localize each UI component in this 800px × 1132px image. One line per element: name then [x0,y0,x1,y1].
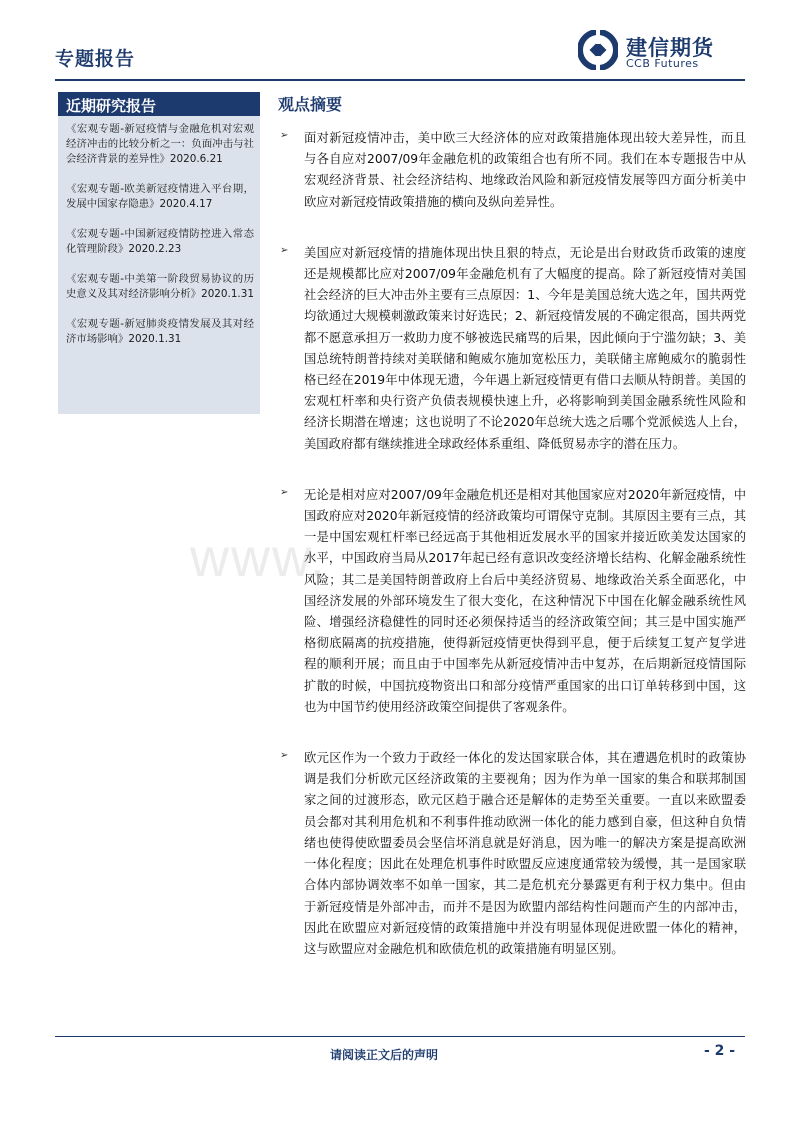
report-list [66,122,254,362]
section-title: 观点摘要 [278,95,343,114]
recent-reports-sidebar [58,92,260,414]
bullet-text: 美国应对新冠疫情的措施体现出快且狠的特点，无论是出台财政货币政策的速度还是规模都比应对2007/09年金融危机有了大幅度的提高。除了新冠疫情对美国社会经济的巨大冲击外主要有三点原因：1、今年是美国总统大选之年，国共两党均欲通过大规模刺激政策来讨好选民；2、新冠疫情发展的不确定很高，国共两党都不愿意承担万一救助力度不够被选民痛骂的后果，因此倾向于宁滥勿缺；3、美国总统特朗普持续对美联储和鲍威尔施加宽松压力，美联储主席鲍威尔的脆弱性格已经在2019年中体现无遗，今年遇上新冠疫情更有借口去顺从特朗普。美国的宏观杠杆率和央行资产负债表规模快速上升，必将影响到美国金融系统性风险和经济长期潜在增速；这也说明了不论2020年总统大选之后哪个党派候选人上台，美国政府都有继续推进全球政经体系重组、降低贸易赤字的潜在压力。 [304,245,746,451]
bullet-text: 无论是相对应对2007/09年金融危机还是相对其他国家应对2020年新冠疫情，中国政府应对2020年新冠疫情的经济政策均可谓保守克制。其原因主要有三点，其一是中国宏观杠杆率已经远高于其他相近发展水平的国家并接近欧美发达国家的水平，中国政府当局从2017年起已经有意识改变经济增长结构、化解金融系统性风险；其二是美国特朗普政府上台后中美经济贸易、地缘政治关系全面恶化，中国经济发展的外部环境发生了很大变化，在这种情况下中国在化解金融系统性风险、增强经济稳健性的同时还必须保持适当的经济政策空间；其三是中国实施严格彻底隔离的抗疫措施，使得新冠疫情更快得到平息，便于后续复工复产复学进程的顺利开展；而且由于中国率先从新冠疫情冲击中复苏，在后期新冠疫情国际扩散的时候，中国抗疫物资出口和部分疫情严重国家的出口订单转移到中国，这也为中国节约使用经济政策空间提供了客观条件。 [304,487,746,714]
summary-bullet [274,748,746,960]
watermark: www. [190,528,328,588]
bullet-text: 面对新冠疫情冲击，美中欧三大经济体的应对政策措施体现出较大差异性，而且与各自应对2007/09年金融危机的政策组合也有所不同。我们在本专题报告中从宏观经济背景、社会经济结构、地缘政治风险和新冠疫情发展等四方面分析美中欧应对新冠疫情政策措施的横向及纵向差异性。 [304,131,746,209]
arrow-right-icon: ➢ [280,130,289,141]
report-item: 《宏观专题-中国新冠疫情防控进入常态化管理阶段》2020.2.23 [66,228,254,255]
disclaimer-note: 请阅读正文后的声明 [330,1048,439,1062]
report-item: 《宏观专题-中美第一阶段贸易协议的历史意义及其对经济影响分析》2020.1.31 [66,273,254,300]
arrow-right-icon: ➢ [280,244,289,256]
summary-section [274,92,746,990]
ccb-logo-icon [578,30,618,70]
company-logo [578,30,738,74]
arrow-right-icon: ➢ [280,750,289,762]
sidebar-title: 近期研究报告 [66,97,157,115]
summary-bullet [274,243,746,455]
logo-chinese-name: 建信期货 [626,36,714,60]
bullet-text: 欧元区作为一个致力于政经一体化的发达国家联合体，其在遭遇危机时的政策协调是我们分析欧元区经济政策的主要视角；因为作为单一国家的集合和联邦制国家之间的过渡形态，欧元区趋于融合还是解体的走势至关重要。一直以来欧盟委员会都对其利用危机和不利事件推动欧洲一体化的能力感到自豪，但这种自负情绪也使得使欧盟委员会坚信坏消息就是好消息，因为唯一的解决方案是提高欧洲一体化程度；因此在处理危机事件时欧盟反应速度通常较为缓慢，其一是国家联合体内部协调效率不如单一国家，其二是危机充分暴露更有利于权力集中。但由于新冠疫情是外部冲击，而并不是因为欧盟内部结构性问题而产生的内部冲击，因此在欧盟应对新冠疫情的政策措施中并没有明显体现促进欧盟一体化的精神，这与欧盟应对金融危机和欧债危机的政策措施有明显区别。 [304,751,746,956]
footer-divider [55,1036,745,1037]
arrow-right-icon: ➢ [280,486,289,498]
sidebar-header [58,92,260,116]
report-item: 《宏观专题-新冠疫情与金融危机对宏观经济冲击的比较分析之一：负面冲击与社会经济背景的差异性》2020.6.21 [66,123,254,165]
logo-english-name: CCB Futures [626,57,699,70]
summary-bullet [274,485,746,718]
page-number: - 2 - [704,1043,736,1059]
summary-bullet [274,128,746,213]
header-title: 专题报告 [55,48,136,70]
header-divider [55,79,745,81]
report-item: 《宏观专题-欧美新冠疫情进入平台期，发展中国家存隐患》2020.4.17 [66,183,254,210]
report-item: 《宏观专题-新冠肺炎疫情发展及其对经济市场影响》2020.1.31 [66,318,254,345]
